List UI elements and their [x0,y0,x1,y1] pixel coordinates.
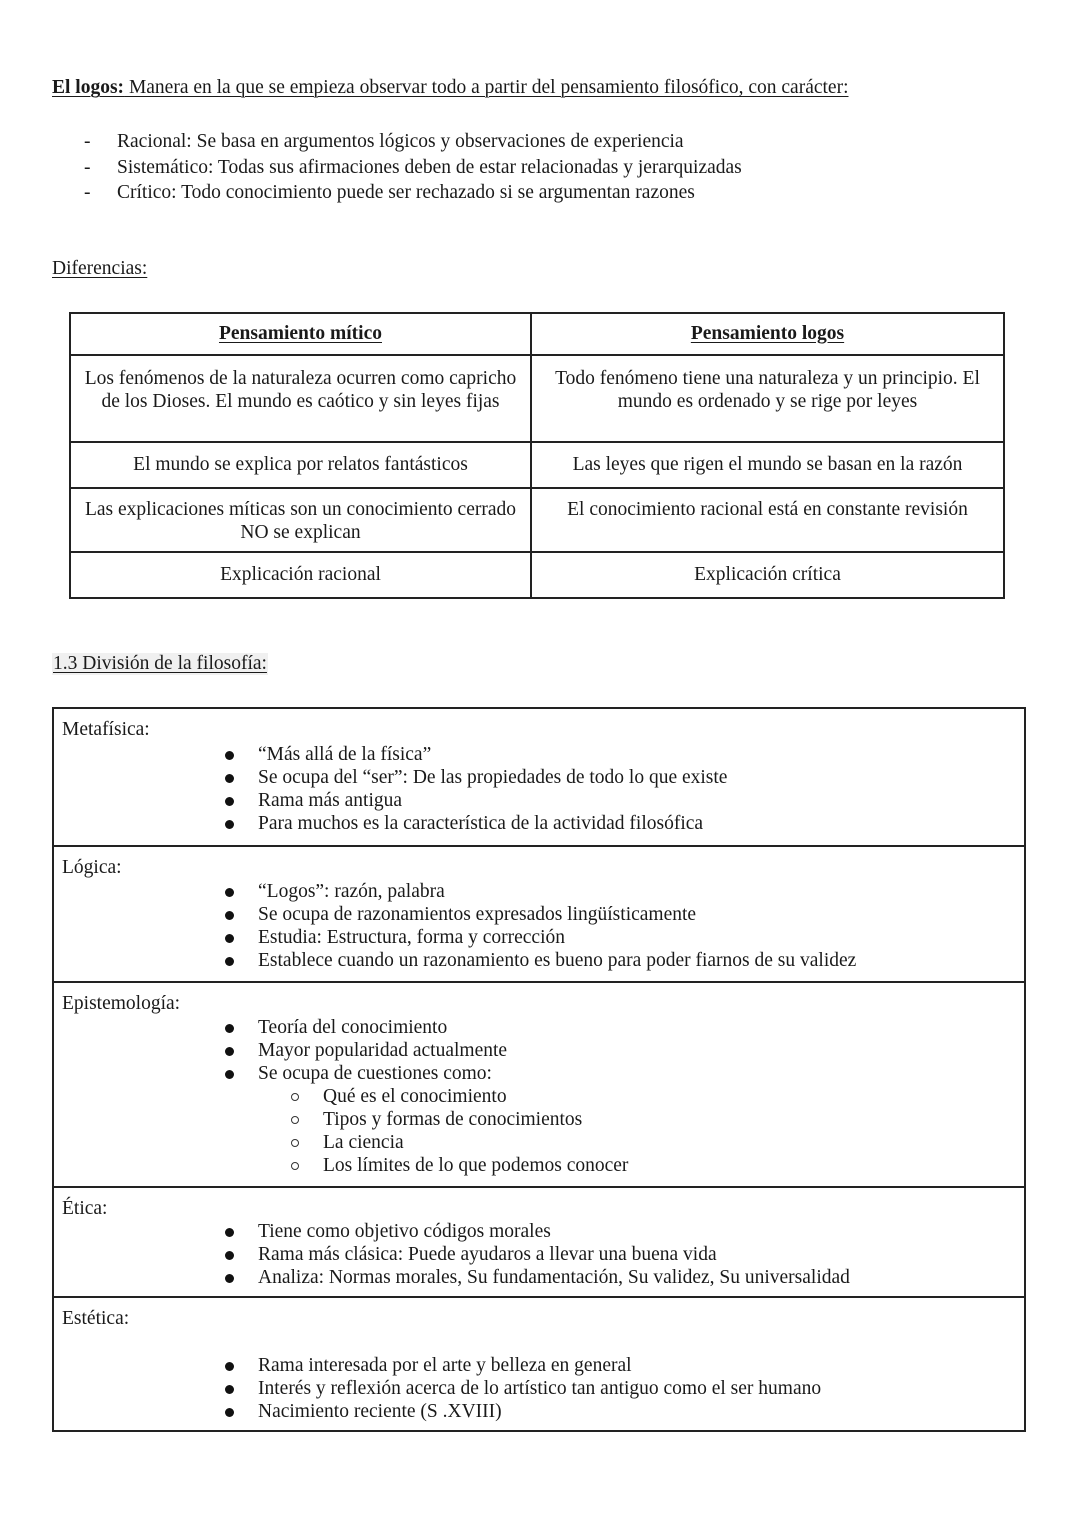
list-item [84,155,742,181]
branch-label: Estética: [62,1308,130,1329]
branch-label: Lógica: [62,857,122,878]
branch-row-metafisica [54,709,1024,845]
list-item-text: Se ocupa de razonamientos expresados lingüísticamente [258,904,697,925]
branch-row-logica [54,845,1024,981]
column-header-mythic [70,313,531,355]
branch-row-estetica [54,1296,1024,1430]
list-item-text: Tiene como objetivo códigos morales [258,1221,551,1242]
table-row [70,488,1004,552]
bullet-icon [225,751,234,760]
list-item [54,1243,850,1266]
table-cell: El conocimiento racional está en constante revisión [531,488,1004,552]
list-item [54,1377,821,1400]
column-header-logos [531,313,1004,355]
list-item-text: Qué es el conocimiento [323,1086,507,1107]
branch-row-etica [54,1186,1024,1296]
table-cell: Las leyes que rigen el mundo se basan en la razón [531,442,1004,488]
branch-bullets [54,1016,628,1177]
list-item [54,766,727,789]
section-heading-division: 1.3 División de la filosofía: [53,653,267,674]
list-item [54,743,727,766]
bullet-icon [225,1070,234,1079]
bullet-icon [225,1024,234,1033]
list-item-text: La ciencia [323,1132,404,1153]
list-item-text: Teoría del conocimiento [258,1017,448,1038]
list-item [54,880,856,903]
table-header-row [70,313,1004,355]
header-text: Pensamiento logos [690,322,845,344]
sub-list-item [54,1131,628,1154]
branch-bullets [54,880,856,972]
list-item-text: Rama más clásica: Puede ayudaros a llevar una buena vida [258,1244,717,1265]
list-item-text: Sistemático: Todas sus afirmaciones deben de estar relacionadas y jerarquizadas [117,156,742,178]
table-cell: Explicación racional [70,552,531,598]
logos-title: El logos: [52,77,125,98]
dash-bullet-icon: - [84,156,91,178]
list-item-text: Mayor popularidad actualmente [258,1040,508,1061]
header-text: Pensamiento mítico [218,322,382,344]
sub-list-item [54,1154,628,1177]
hollow-bullet-icon [291,1139,299,1147]
philosophy-branches-table [52,707,1026,1432]
list-item-text: Analiza: Normas morales, Su fundamentación, Su validez, Su universalidad [258,1267,850,1288]
list-item-text: Estudia: Estructura, forma y corrección [258,927,566,948]
branch-label: Epistemología: [62,993,181,1014]
bullet-icon [225,1251,234,1260]
bullet-icon [225,1274,234,1283]
table-cell: Explicación crítica [531,552,1004,598]
table-cell: Las explicaciones míticas son un conocimiento cerrado NO se explican [70,488,531,552]
list-item [84,129,742,155]
list-item-text: Para muchos es la característica de la actividad filosófica [258,813,704,834]
bullet-icon [225,797,234,806]
list-item-text: Rama interesada por el arte y belleza en general [258,1355,632,1376]
bullet-icon [225,1385,234,1394]
bullet-icon [225,1362,234,1371]
hollow-bullet-icon [291,1093,299,1101]
sub-list-item [54,1108,628,1131]
list-item-text: Interés y reflexión acerca de lo artístico tan antiguo como el ser humano [258,1378,822,1399]
table-cell: El mundo se explica por relatos fantásticos [70,442,531,488]
list-item-text: “Logos”: razón, palabra [258,881,445,902]
branch-bullets [54,1220,850,1289]
bullet-icon [225,888,234,897]
table-row [70,355,1004,442]
bullet-icon [225,1408,234,1417]
branch-row-epistemologia [54,981,1024,1186]
list-item-text: Crítico: Todo conocimiento puede ser rechazado si se argumentan razones [117,182,695,203]
bullet-icon [225,911,234,920]
dash-bullet-icon: - [84,131,91,152]
branch-bullets [54,743,727,835]
list-item-text: Nacimiento reciente (S .XVIII) [258,1401,502,1422]
dash-bullet-icon: - [84,182,91,203]
list-item [54,926,856,949]
list-item [54,903,856,926]
list-item [54,789,727,812]
table-cell: Los fenómenos de la naturaleza ocurren como capricho de los Dioses. El mundo es caótico y sin leyes fijas [70,355,531,442]
list-item-text: Establece cuando un razonamiento es bueno para poder fiarnos de su validez [258,950,857,971]
list-item-text: Se ocupa del “ser”: De las propiedades de todo lo que existe [258,767,728,788]
list-item [54,949,856,972]
sub-list-item [54,1085,628,1108]
table-row [70,442,1004,488]
list-item [54,1400,821,1423]
bullet-icon [225,820,234,829]
list-item [54,1220,850,1243]
bullet-icon [225,774,234,783]
list-item [54,812,727,835]
list-item [54,1354,821,1377]
bullet-icon [225,957,234,966]
table-cell: Todo fenómeno tiene una naturaleza y un principio. El mundo es ordenado y se rige por leyes [531,355,1004,442]
list-item [54,1062,628,1085]
list-item-text: “Más allá de la física” [258,744,432,765]
bullet-icon [225,934,234,943]
branch-label: Metafísica: [62,719,150,740]
list-item-text: Rama más antigua [258,790,403,811]
logos-characteristics-list [84,129,742,206]
list-item [54,1266,850,1289]
logos-definition: Manera en la que se empieza observar todo a partir del pensamiento filosófico, con carácter: [124,77,849,98]
hollow-bullet-icon [291,1162,299,1170]
list-item-text: Racional: Se basa en argumentos lógicos y observaciones de experiencia [117,131,684,152]
list-item-text: Se ocupa de cuestiones como: [258,1063,492,1084]
branch-label: Ética: [62,1198,108,1219]
table-row [70,552,1004,598]
list-item [84,180,742,206]
hollow-bullet-icon [291,1116,299,1124]
list-item [54,1016,628,1039]
branch-bullets [54,1354,821,1423]
list-item-text: Los límites de lo que podemos conocer [323,1155,629,1176]
list-item [54,1039,628,1062]
bullet-icon [225,1047,234,1056]
list-item-text: Tipos y formas de conocimientos [323,1109,583,1130]
differences-table [69,312,1005,599]
differences-label: Diferencias: [52,258,148,279]
bullet-icon [225,1228,234,1237]
logos-definition-heading [52,77,849,99]
